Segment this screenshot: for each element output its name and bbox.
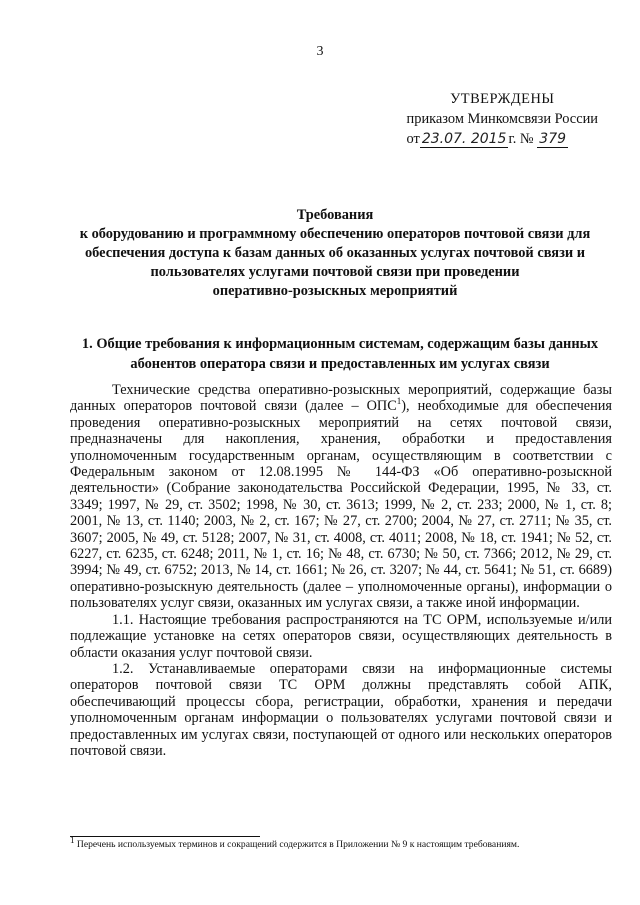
footnote xyxy=(70,834,610,850)
approval-title: УТВЕРЖДЕНЫ xyxy=(450,91,555,107)
handwritten-date: 23.07. 2015 xyxy=(421,131,507,147)
body-text xyxy=(70,382,612,759)
title-line: к оборудованию и программному обеспечению операторов почтовой связи для xyxy=(79,226,591,242)
approval-block xyxy=(407,89,598,149)
footnote-marker: 1 xyxy=(70,834,75,845)
handwritten-number: 379 xyxy=(539,131,567,147)
date-prefix: от xyxy=(406,131,420,147)
footnote-separator xyxy=(70,836,260,837)
title-line: оперативно-розыскных мероприятий xyxy=(212,283,458,299)
section-heading-line: 1. Общие требования к информационным системам, содержащим базы данных xyxy=(81,336,599,352)
year-suffix: г. № xyxy=(508,131,534,147)
section-heading xyxy=(70,335,610,374)
title-line: пользователях услугами почтовой связи при проведении xyxy=(150,264,520,280)
footnote-ref: 1 xyxy=(396,396,402,407)
approval-date-line xyxy=(407,129,598,149)
paragraph-1-1: 1.1. Настоящие требования распространяются на ТС ОРМ, используемые и/или подлежащие установке на сетях операторов связи, осуществляющих деятельность в области оказания услуг почтовой связи. xyxy=(70,611,612,661)
title-heading: Требования xyxy=(296,207,374,223)
document-title xyxy=(70,206,600,301)
footnote-text: Перечень используемых терминов и сокращений содержится в Приложении № 9 к настоящим требованиям. xyxy=(74,839,520,850)
title-line: обеспечения доступа к базам данных об оказанных услугах почтовой связи и xyxy=(84,245,586,261)
page-number: 3 xyxy=(316,44,324,59)
intro-paragraph: Технические средства оперативно-розыскных мероприятий, содержащие базы данных операторов почтовой связи (далее – ОПС$^1$), необходимые для обеспечения проведения оперативно-розыскных мероприятий на сетях почтовой связи, предназначены для накопления, хранения, обработки и предоставления уполномоченным государственным органам, осуществляющим в соответствии с Федеральным законом от 12.08.1995 № 144-ФЗ «Об оперативно-розыскной деятельности» (Собрание законодательства Российской Федерации, 1995, № 33, ст. 3349; 1997, № 29, ст. 3502; 1998, № 30, ст. 3613; 1999, № 2, ст. 233; 2000, № 1, ст. 8; 2001, № 13, ст. 1140; 2003, № 2, ст. 167; № 27, ст. 2700; 2004, № 27, ст. 2711; № 35, ст. 3607; 2005, № 49, ст. 5128; 2007, № 31, ст. 4008, ст. 4011; 2008, № 18, ст. 1941; № 52, ст. 6227, ст. 6235, ст. 6248; 2011, № 1, ст. 16; № 48, ст. 6730; № 50, ст. 7366; 2012, № 29, ст. 3994; № 49, ст. 6752; 2013, № 14, ст. 1661; № 26, ст. 3207; № 44, ст. 5641; № 51, ст. 6689) оперативно-розыскную деятельность (далее – уполномоченные органы), информации о пользователях услуг связи, оказанных им услугах связи, а также иной информации. xyxy=(70,382,612,612)
paragraph-1-2: 1.2. Устанавливаемые операторами связи на информационные системы операторов почтовой связи ТС ОРМ должны представлять собой АПК, обеспечивающий процессы сбора, регистрации, обработки, хранения и передачи уполномоченным органам информации о пользователях услугами почтовой связи и предоставленных им услугах связи, поступающей от одного или нескольких операторов почтовой связи. xyxy=(70,660,612,759)
approval-order-line: приказом Минкомсвязи России xyxy=(406,111,598,127)
section-heading-line: абонентов оператора связи и предоставленных им услугах связи xyxy=(130,355,550,372)
